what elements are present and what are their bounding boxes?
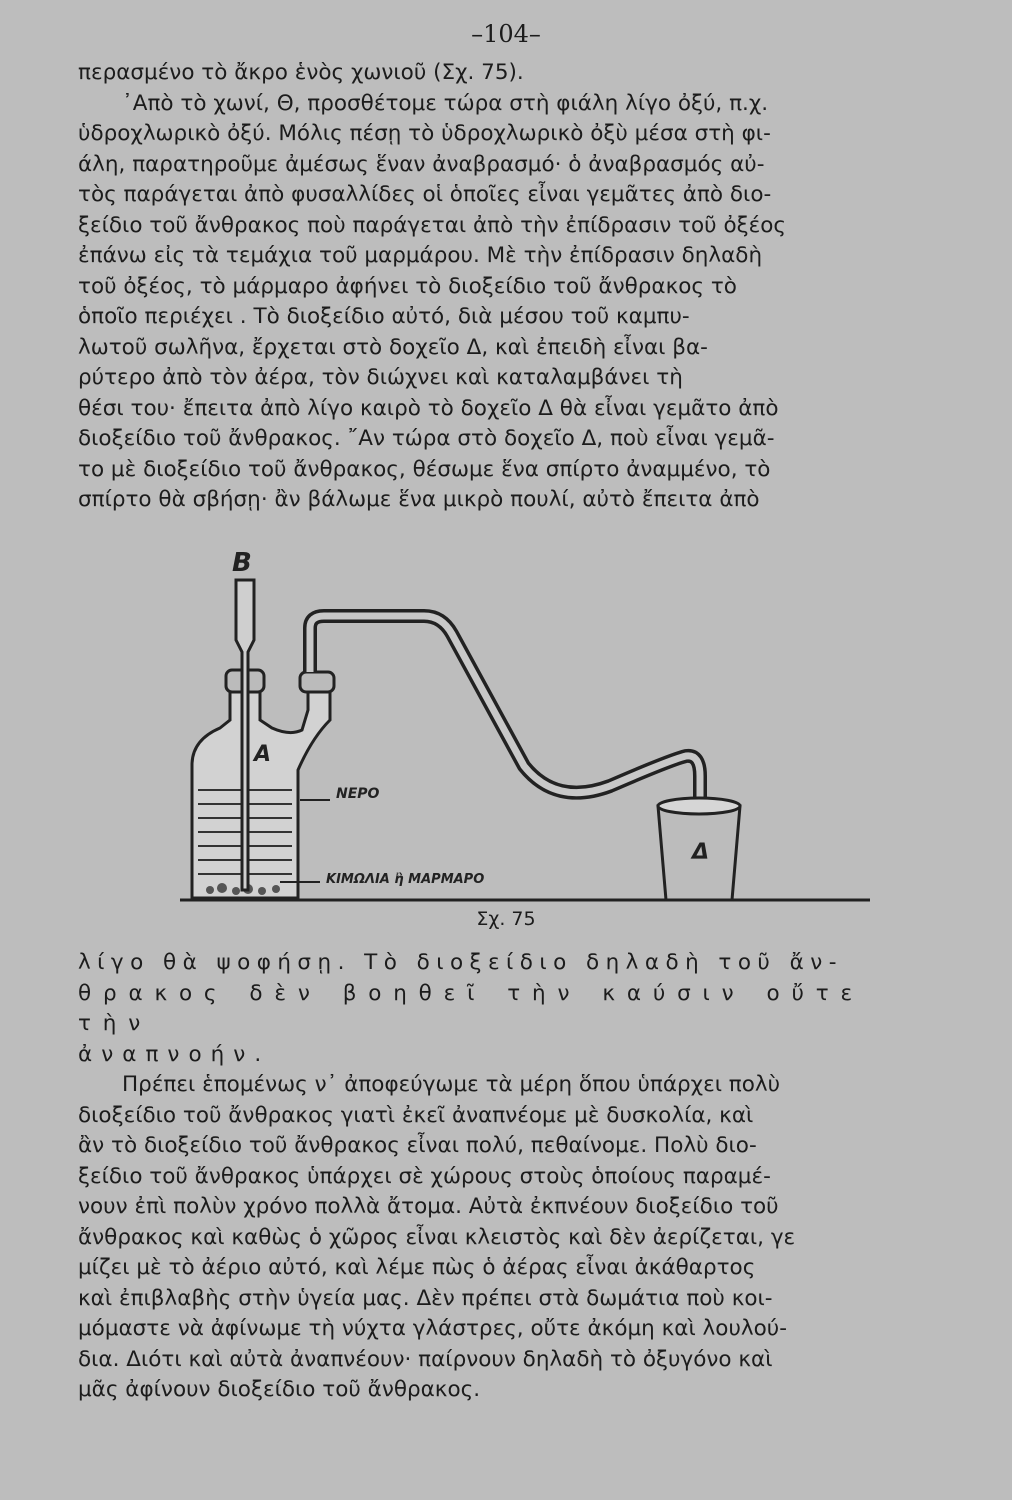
text-line: περασμένο τὸ ἄκρο ἑνὸς χωνιοῦ (Σχ. 75). <box>78 60 524 85</box>
text-line: διοξείδιο τοῦ ἄνθρακος γιατὶ ἐκεῖ ἀναπνέομε μὲ δυσκολία, καὶ <box>78 1102 754 1128</box>
apparatus-figure <box>180 548 870 932</box>
text-line: ὁποῖο περιέχει . Τὸ διοξείδιο αὐτό, διὰ μέσου τοῦ καμπυ- <box>78 304 690 329</box>
text-line: ξείδιο τοῦ ἄνθρακος ὑπάρχει σὲ χώρους στοὺς ὁποίους παραμέ- <box>78 1163 771 1189</box>
text-line: καὶ ἐπιβλαβὴς στὴν ὑγεία μας. Δὲν πρέπει στὰ δωμάτια ποὺ κοι- <box>78 1285 773 1311</box>
text-line: μίζει μὲ τὸ ἀέριο αὐτό, καὶ λέμε πὼς ὁ ἀέρας εἶναι ἀκάθαρτος <box>78 1255 756 1280</box>
page-number: –104– <box>471 20 541 48</box>
text-line: τοῦ ὀξέος, τὸ μάρμαρο ἀφήνει τὸ διοξείδιο τοῦ ἄνθρακος τὸ <box>78 273 737 299</box>
text-line: τὸς παράγεται ἀπὸ φυσαλλίδες οἱ ὁποῖες εἶναι γεμᾶτες ἀπὸ διο- <box>78 182 772 207</box>
text-line: ξείδιο τοῦ ἄνθρακος ποὺ παράγεται ἀπὸ τὴν ἐπίδρασιν τοῦ ὀξέος <box>78 212 786 238</box>
stopper-right <box>300 672 334 692</box>
text-line: ὑδροχλωρικὸ ὀξύ. Μόλις πέσῃ τὸ ὑδροχλωρικὸ ὀξὺ μέσα στὴ φι- <box>78 121 771 146</box>
text-line: Πρέπει ἑπομένως ν᾽ ἀποφεύγωμε τὰ μέρη ὅπου ὑπάρχει πολὺ <box>122 1072 781 1097</box>
label-marble: ΚΙΜΩΛΙΑ ἢ ΜΑΡΜΑΡΟ <box>326 872 485 887</box>
jar-rim <box>658 798 740 814</box>
text-line: λωτοῦ σωλῆνα, ἔρχεται στὸ δοχεῖο Δ, καὶ ἐπειδὴ εἶναι βα- <box>78 334 708 360</box>
text-line: σπίρτο θὰ σβήσῃ· ἂν βάλωμε ἕνα μικρὸ πουλί, αὐτὸ ἔπειτα ἀπὸ <box>78 487 760 512</box>
text-line: ἂν τὸ διοξείδιο τοῦ ἄνθρακος εἶναι πολύ, πεθαίνομε. Πολὺ διο- <box>78 1133 757 1158</box>
text-line: μόμαστε νὰ ἀφίνωμε τὴ νύχτα γλάστρες, οὔτε ἀκόμη καὶ λουλού- <box>78 1316 787 1341</box>
text-line: δια. Διότι καὶ αὐτὰ ἀναπνέουν· παίρνουν δηλαδὴ τὸ ὀξυγόνο καὶ <box>78 1346 773 1372</box>
text-line: ἐπάνω εἰς τὰ τεμάχια τοῦ μαρμάρου. Μὲ τὴν ἐπίδρασιν δηλαδὴ <box>78 243 763 268</box>
spaced-line: θρακος δὲν βοηθεῖ τὴν καύσιν οὔτε τὴν <box>78 980 864 1036</box>
text-line: μᾶς ἀφίνουν διοξείδιο τοῦ ἄνθρακος. <box>78 1377 481 1402</box>
label-a: A <box>254 742 272 767</box>
label-water: ΝΕΡΟ <box>336 786 380 802</box>
bottom-paragraph <box>78 948 864 1406</box>
text-line: διοξείδιο τοῦ ἄνθρακος. ῎Αν τώρα στὸ δοχεῖο Δ, ποὺ εἶναι γεμᾶ- <box>78 426 775 451</box>
text-line: θέσι του· ἔπειτα ἀπὸ λίγο καιρὸ τὸ δοχεῖο Δ θὰ εἶναι γεμᾶτο ἀπὸ <box>78 395 779 421</box>
figure-caption: Σχ. 75 <box>476 908 536 930</box>
top-paragraph <box>78 58 864 516</box>
flask-body <box>192 688 330 898</box>
text-line: ἄνθρακος καὶ καθὼς ὁ χῶρος εἶναι κλειστὸς καὶ δὲν ἀερίζεται, γε <box>78 1224 796 1250</box>
text-line: ρύτερο ἀπὸ τὸν ἀέρα, τὸν διώχνει καὶ καταλαμβάνει τὴ <box>78 365 683 390</box>
text-line: νουν ἐπὶ πολὺν χρόνο πολλὰ ἄτομα. Αὐτὰ ἐκπνέουν διοξείδιο τοῦ <box>78 1194 779 1219</box>
text-line: ᾽Απὸ τὸ χωνί, Θ, προσθέτομε τώρα στὴ φιάλη λίγο ὀξύ, π.χ. <box>122 90 769 116</box>
label-delta: Δ <box>692 840 710 865</box>
spaced-line: λίγο θὰ ψοφήσῃ. Τὸ διοξείδιο δηλαδὴ τοῦ ἄν- <box>78 950 843 975</box>
spaced-line: ἀναπνοήν. <box>78 1041 271 1067</box>
apparatus-drawing <box>180 560 870 932</box>
text-line: άλη, παρατηροῦμε ἀμέσως ἕναν ἀναβρασμό· ὁ ἀναβρασμός αὐ- <box>78 151 765 177</box>
label-b: B <box>232 548 252 578</box>
text-line: το μὲ διοξείδιο τοῦ ἄνθρακος, θέσωμε ἕνα σπίρτο ἀναμμένο, τὸ <box>78 456 771 482</box>
